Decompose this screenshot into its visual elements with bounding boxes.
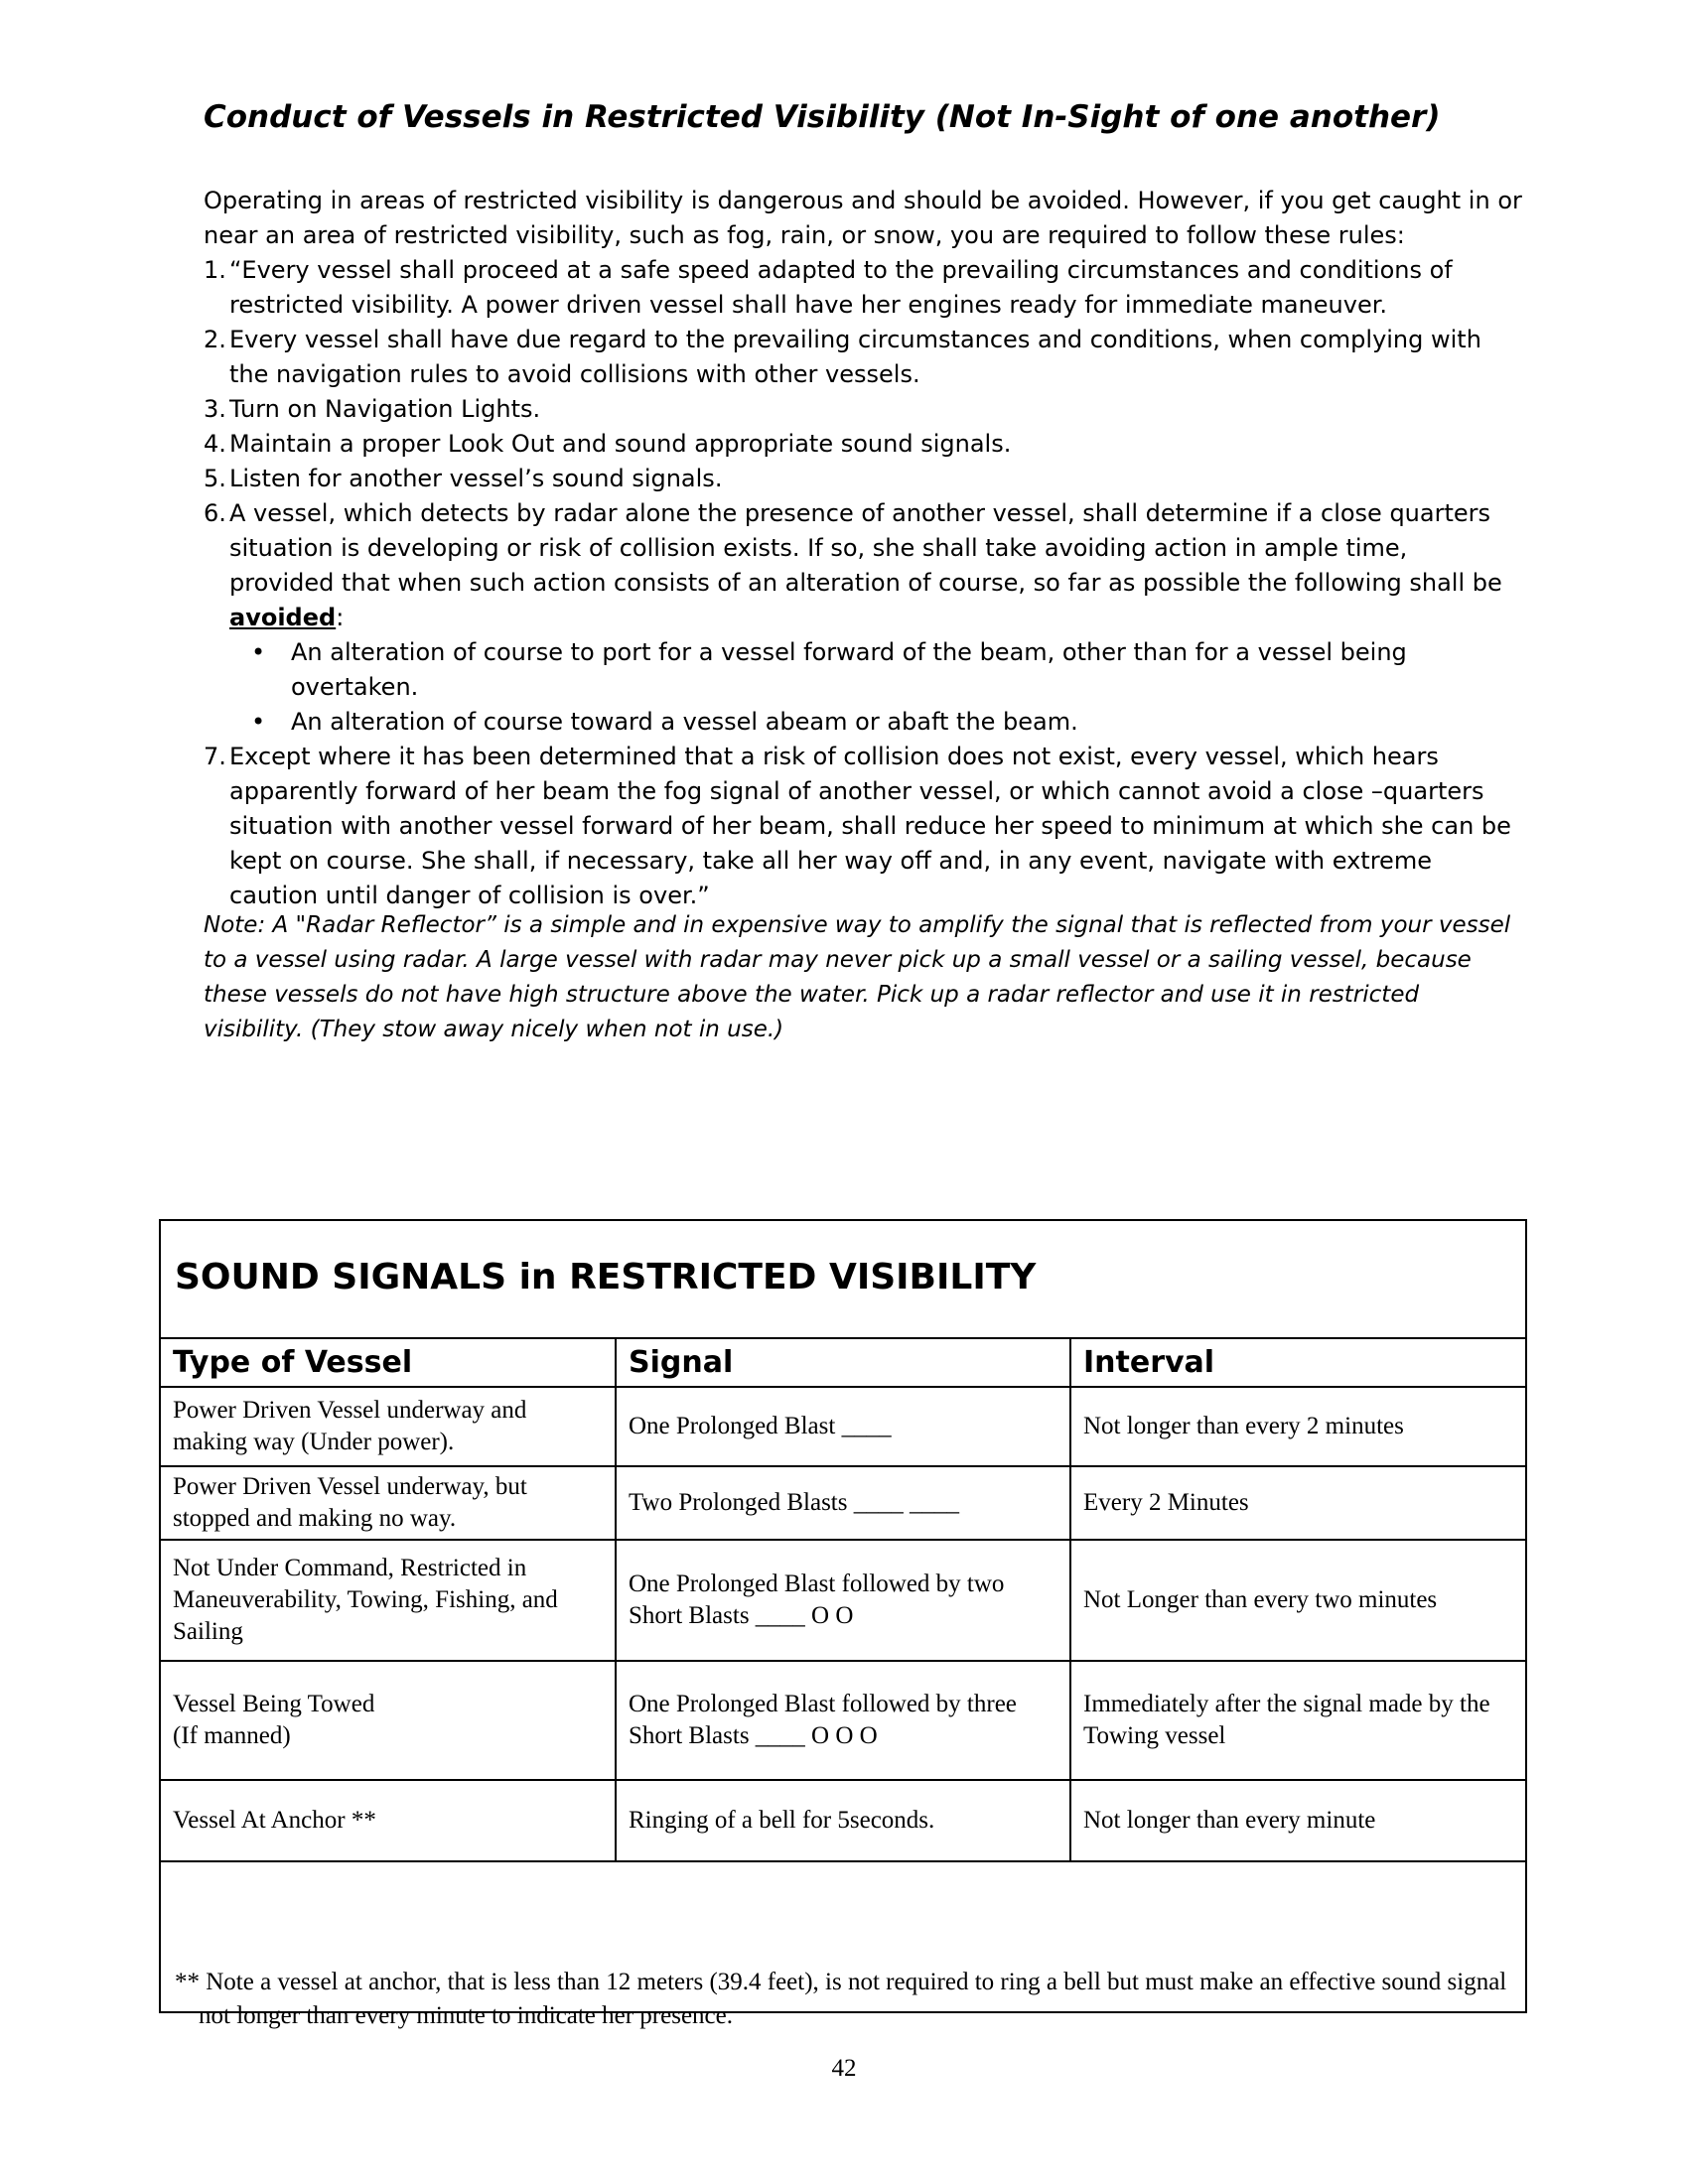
bullet-icon: • — [251, 708, 266, 736]
intro-paragraph — [204, 184, 1522, 253]
rule-text: Maintain a proper Look Out and sound appropriate sound signals. — [229, 430, 1012, 458]
rule-item — [204, 496, 1514, 740]
rule-item — [204, 392, 1514, 427]
rule-number: 7. — [204, 743, 226, 770]
radar-reflector-note: Note: A "Radar Reflector” is a simple and in expensive way to amplify the signal that is reflected from your vessel to a vessel using radar. A large vessel with radar may never pick up a small vessel or a sailing vessel, because these vessels do not have high structure above the water. Pick up a radar reflector and use it in restricted visibility. (They stow away nicely when not in use.) — [204, 912, 1511, 1042]
bullet-text: An alteration of course to port for a vessel forward of the beam, other than for a vessel being overtaken. — [291, 638, 1407, 701]
sound-signals-box — [159, 1219, 1527, 2029]
bullet-item — [251, 705, 1514, 740]
cell-vessel: Power Driven Vessel underway and making way (Under power). — [161, 1387, 616, 1466]
cell-interval: Not longer than every 2 minutes — [1070, 1387, 1525, 1466]
cell-signal: One Prolonged Blast followed by two Short Blasts ____ O O — [616, 1540, 1070, 1661]
rule-text-part: : — [336, 604, 345, 631]
rule-item — [204, 323, 1514, 392]
cell-signal: One Prolonged Blast followed by three Short Blasts ____ O O O — [616, 1661, 1070, 1780]
cell-interval: Not longer than every minute — [1070, 1780, 1525, 1861]
intro-line: Operating in areas of restricted visibility is dangerous and should be avoided. However, if you get caught in or — [204, 187, 1522, 214]
page-title: Conduct of Vessels in Restricted Visibility (Not In-Sight of one another) — [204, 99, 1441, 135]
rule-item — [204, 253, 1514, 323]
cell-vessel: Vessel At Anchor ** — [161, 1780, 616, 1861]
table-row — [161, 1387, 1525, 1466]
table-header-row — [161, 1338, 1525, 1387]
sound-signals-title: SOUND SIGNALS in RESTRICTED VISIBILITY — [175, 1257, 1037, 1297]
cell-signal: Two Prolonged Blasts ____ ____ — [616, 1466, 1070, 1540]
rule-number: 5. — [204, 465, 226, 492]
bullet-icon: • — [251, 638, 266, 666]
cell-signal: One Prolonged Blast ____ — [616, 1387, 1070, 1466]
column-header-signal: Signal — [616, 1338, 1070, 1387]
column-header-type: Type of Vessel — [161, 1338, 616, 1387]
bullet-list — [229, 635, 1514, 740]
rule-number: 6. — [204, 499, 226, 527]
cell-interval: Not Longer than every two minutes — [1070, 1540, 1525, 1661]
anchor-footnote: ** Note a vessel at anchor, that is less than 12 meters (39.4 feet), is not required to ring a bell but must make an effective sound signal not longer than every minute to indicate her presence. — [175, 1969, 1507, 2029]
rules-list — [204, 253, 1514, 913]
rule-number: 4. — [204, 430, 226, 458]
rule-text: Every vessel shall have due regard to the prevailing circumstances and conditions, when complying with the navigation rules to avoid collisions with other vessels. — [229, 326, 1481, 388]
rule-number: 2. — [204, 326, 226, 353]
cell-vessel: Vessel Being Towed (If manned) — [161, 1661, 616, 1780]
rule-text: “Every vessel shall proceed at a safe speed adapted to the prevailing circumstances and conditions of restricted visibility. A power driven vessel shall have her engines ready for immediate maneuver. — [229, 256, 1453, 319]
rule-text-part: A vessel, which detects by radar alone the presence of another vessel, shall determine if a close quarters situation is developing or risk of collision exists. If so, she shall take avoiding action in ample time, provided that when such action consists of an alteration of course, so far as possible the following shall be — [229, 499, 1502, 597]
table-row — [161, 1466, 1525, 1540]
page-number: 42 — [831, 2055, 857, 2082]
intro-line: near an area of restricted visibility, such as fog, rain, or snow, you are required to follow these rules: — [204, 221, 1405, 249]
rule-item — [204, 740, 1514, 913]
sound-signals-table — [161, 1337, 1525, 1862]
bullet-item — [251, 635, 1514, 705]
table-row — [161, 1780, 1525, 1861]
table-row — [161, 1661, 1525, 1780]
cell-signal: Ringing of a bell for 5seconds. — [616, 1780, 1070, 1861]
rule-text: Turn on Navigation Lights. — [229, 395, 541, 423]
rule-item — [204, 427, 1514, 462]
rule-text — [229, 496, 1514, 635]
bullet-text: An alteration of course toward a vessel abeam or abaft the beam. — [291, 708, 1078, 736]
cell-vessel: Not Under Command, Restricted in Maneuverability, Towing, Fishing, and Sailing — [161, 1540, 616, 1661]
rule-text: Except where it has been determined that a risk of collision does not exist, every vessel, which hears apparently forward of her beam the fog signal of another vessel, or which cannot avoid a close –quarters situation with another vessel forward of her beam, shall reduce her speed to minimum at which she can be kept on course. She shall, if necessary, take all her way off and, in any event, navigate with extreme caution until danger of collision is over.” — [229, 743, 1511, 909]
rule-number: 3. — [204, 395, 226, 423]
column-header-interval: Interval — [1070, 1338, 1525, 1387]
cell-vessel: Power Driven Vessel underway, but stopped and making no way. — [161, 1466, 616, 1540]
cell-interval: Immediately after the signal made by the Towing vessel — [1070, 1661, 1525, 1780]
rule-item — [204, 462, 1514, 496]
rule-number: 1. — [204, 256, 226, 284]
cell-interval: Every 2 Minutes — [1070, 1466, 1525, 1540]
emphasis-avoided: avoided — [229, 604, 337, 631]
table-row — [161, 1540, 1525, 1661]
rule-text: Listen for another vessel’s sound signals. — [229, 465, 723, 492]
